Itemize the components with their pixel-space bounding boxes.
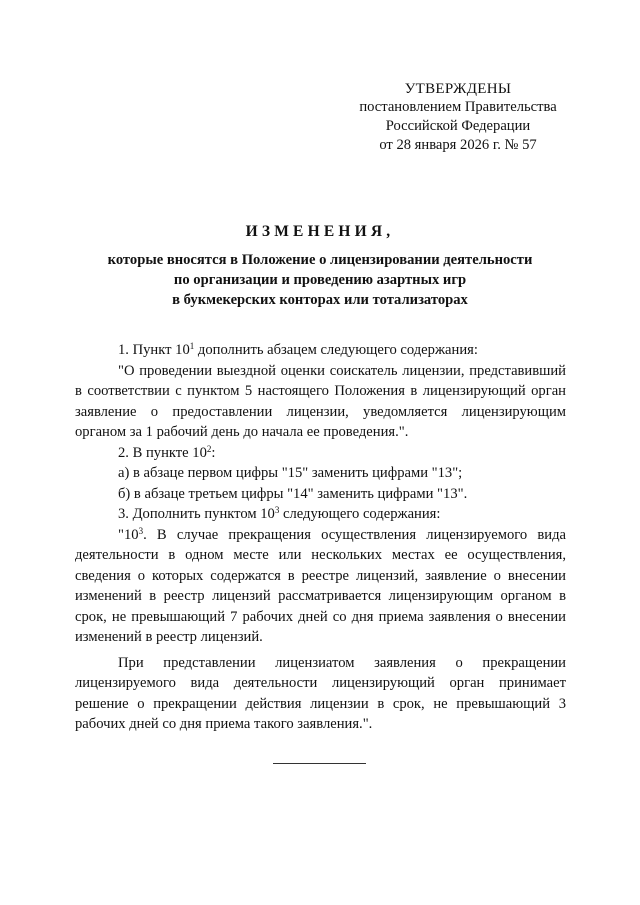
item-3-quote-2: При представлении лицензиатом заявления о прекращении лицензируемого вида деятельности лицензирующий орган принимает решение о прекращении действия лицензии в срок, не превышающий 3 рабочих дней со дня приема такого заявления.". — [75, 654, 566, 732]
item-3-heading: 3. Дополнить пунктом $10^3$ следующего содержания: — [118, 505, 441, 522]
approval-line-resolution: постановлением Правительства — [359, 99, 557, 115]
approval-details — [320, 98, 596, 155]
item-2-sub-b: б) в абзаце третьем цифры "14" заменить цифрами "13". — [118, 485, 468, 502]
subtitle-line-3: в букмекерских конторах или тотализаторах — [172, 292, 468, 308]
end-rule-divider — [273, 763, 366, 764]
document-title: ИЗМЕНЕНИЯ, — [245, 223, 395, 240]
subtitle-line-2: по организации и проведению азартных игр — [173, 272, 467, 288]
subtitle-line-1: которые вносятся в Положение о лицензировании деятельности — [107, 252, 533, 268]
approval-line-government: Российской Федерации — [385, 118, 531, 134]
approval-block — [320, 80, 596, 99]
item-2-heading: 2. В пункте $10^2$: — [118, 443, 216, 461]
item-2-sub-a: а) в абзаце первом цифры "15" заменить цифрами "13"; — [118, 465, 463, 481]
item-1-heading: 1. Пункт $10^1$ дополнить абзацем следующего содержания: — [118, 341, 478, 358]
approval-line-date: от 28 января 2026 г. № 57 — [379, 137, 537, 153]
document-subtitle — [60, 250, 580, 310]
item-1-quote: "О проведении выездной оценки соискатель лицензии, представивший в соответствии с пунктом 5 настоящего Положения в лицензирующий орган заявление о предоставлении лицензии, уведомляется лицензирующим органом за 1 рабочий день до начала ее проведения.". — [75, 362, 566, 440]
item-3-quote-1: "$10^3$. В случае прекращения осуществления лицензируемого вида деятельности в одном месте или нескольких местах ее осуществления, сведения о которых содержатся в реестре лицензий, заявление о внесении изменений в реестр лицензий рассматривается лицензирующим органом в срок, не превышающий 7 рабочих дней со дня приема заявления о внесении изменений в реестр лицензий. — [75, 525, 566, 645]
approval-heading: УТВЕРЖДЕНЫ — [404, 81, 512, 97]
document-body — [75, 340, 566, 735]
